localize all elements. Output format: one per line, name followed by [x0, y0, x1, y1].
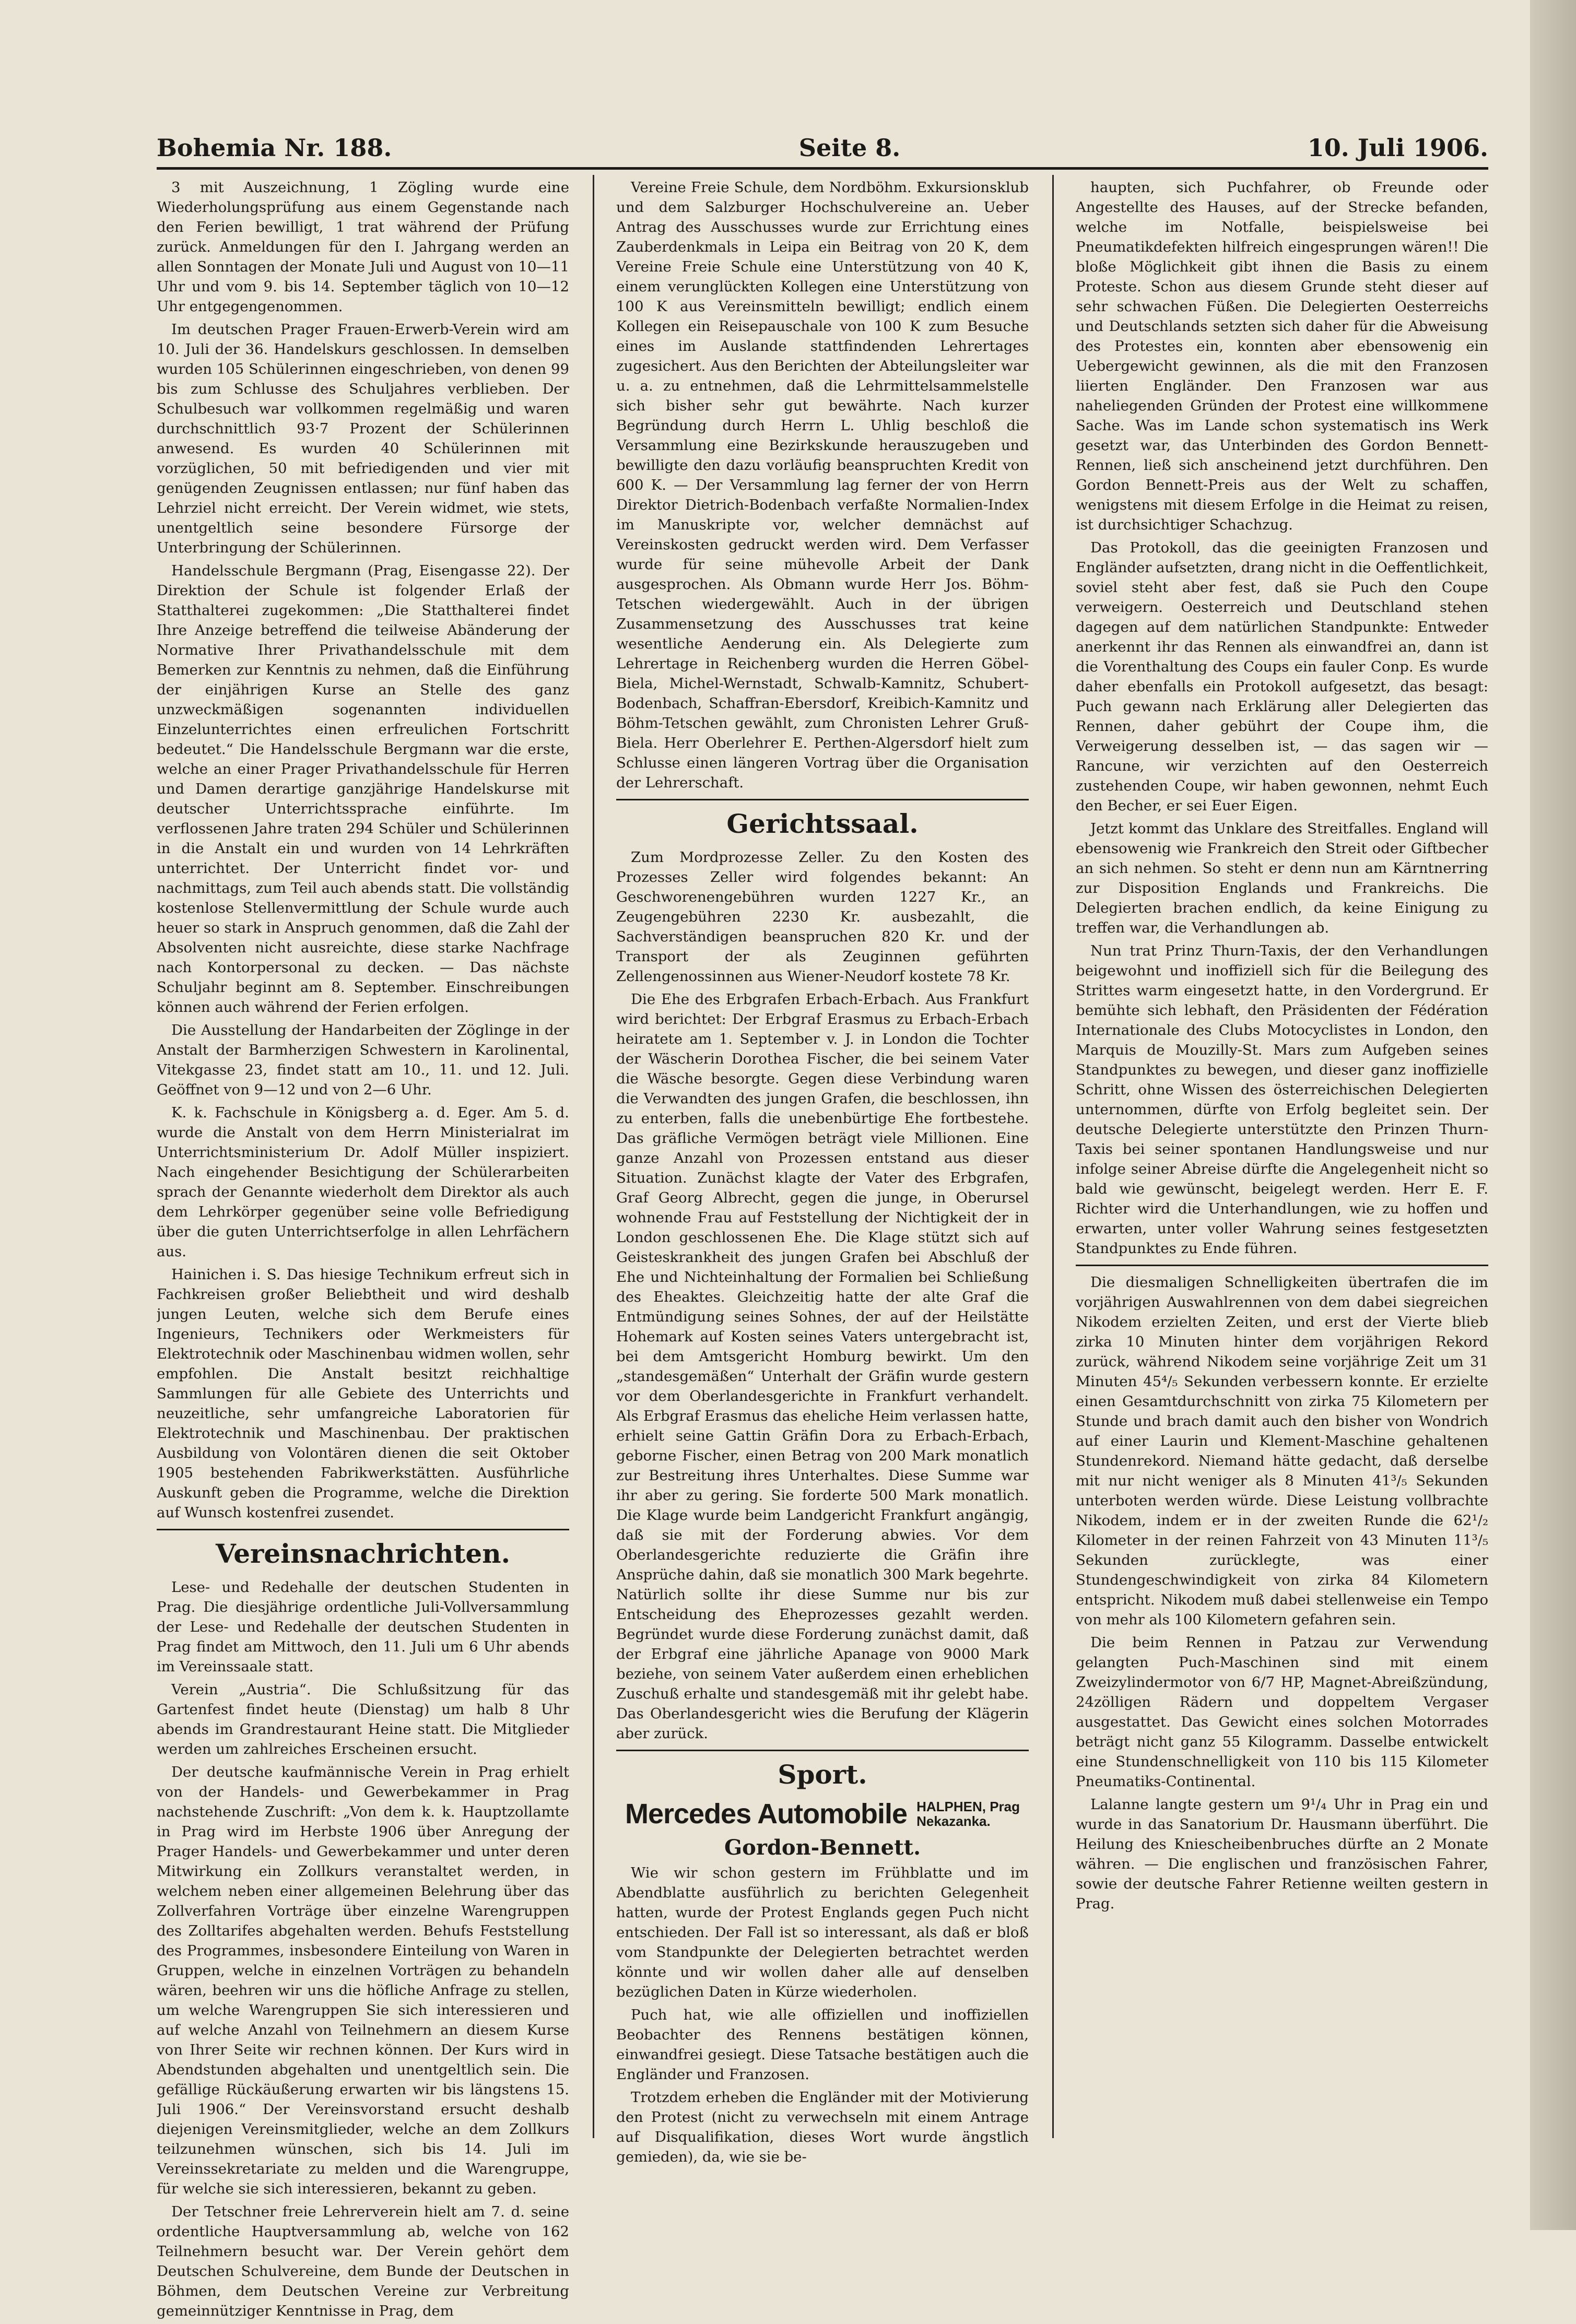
article-paragraph: Lese- und Redehalle der deutschen Studenten in Prag. Die diesjährige ordentliche Juli-Vollversammlung der Lese- und Redehalle der deutschen Studenten in Prag findet am Mittwoch, den 11. Juli um 6 Uhr abends im Vereinssaale statt.	[157, 1579, 569, 1675]
article-paragraph: Trotzdem erheben die Engländer mit der Motivierung den Protest (nicht zu verwechseln mit einem Antrage auf Disqualifikation, dieses Wort wurde ängstlich gemieden), da, wie sie be-	[616, 2089, 1029, 2165]
article-paragraph: Puch hat, wie alle offiziellen und inoffiziellen Beobachter des Rennens bestätigen können, einwandfrei gesiegt. Diese Tatsache bestätigen auch die Engländer und Franzosen.	[616, 2007, 1029, 2083]
section-title-sport: Sport.	[778, 1759, 867, 1790]
column-divider	[1052, 175, 1054, 2138]
article-paragraph: Das Protokoll, das die geeinigten Franzosen und Engländer aufsetzten, drang nicht in die Oeffentlichkeit, soviel steht aber fest, daß sie Puch den Coupe verweigern. Oesterreich und Deutschland stehen dagegen auf dem natürlichen Standpunkte: Entweder anerkennt ihr das Rennen als einwandfrei an, dann ist die Vorenthaltung des Coups ein fauler Conp. Es wurde daher ebenfalls ein Protokoll aufgesetzt, das besagt: Puch gewann nach Erklärung aller Delegierten das Rennen, daher gebührt der Coupe ihm, die Verweigerung desselben ist, — das sagen wir — Rancune, wir verzichten auf den Oesterreich zustehenden Coupe, wir haben gewonnen, nehmt Euch den Becher, er sei Euer Eigen.	[1076, 539, 1488, 814]
article-paragraph: Nun trat Prinz Thurn-Taxis, der den Verhandlungen beigewohnt und inoffiziell sich für die Beilegung des Strittes warm eingesetzt hatte, in den Vordergrund. Er bemühte sich lebhaft, den Präsidenten der Fédération Internationale des Clubs Motocyclistes in London, den Marquis de Mouzilly-St. Mars zum Aufgeben seines Standpunktes zu bewegen, und dieser ganz inoffizielle Schritt, ohne Wissen des österreichischen Delegierten unternommen, dürfte von Erfolg begleitet sein. Der deutsche Delegierte unterstützte den Prinzen Thurn-Taxis bei seiner spontanen Handlungsweise und nur infolge seiner Abreise dürfte die Angelegenheit nicht so bald wie gewünscht, beigelegt werden. Herr E. F. Richter wird die Unterhandlungen, wie zu hoffen und erwarten, unter voller Wahrung seines festgesetzten Standpunktes zu Ende führen.	[1076, 942, 1488, 1257]
article-paragraph: Zum Mordprozesse Zeller. Zu den Kosten des Prozesses Zeller wird folgendes bekannt: An Geschworenengebühren wurden 1227 Kr., an Zeugengebühren 2230 Kr. ausbezahlt, die Sachverständigen beanspruchen 820 Kr. und der Transport der als Zeuginnen geführten Zellengenossinnen aus Wiener-Neudorf kostete 78 Kr.	[616, 849, 1029, 985]
header-page-number: Seite 8.	[798, 134, 901, 162]
article-paragraph: Die Ausstellung der Handarbeiten der Zöglinge in der Anstalt der Barmherzigen Schwestern in Karolinental, Vitekgasse 23, findet statt am 10., 11. und 12. Juli. Geöffnet von 9—12 und von 2—6 Uhr.	[157, 1022, 569, 1098]
column-1	[157, 178, 569, 2324]
section-rule	[1076, 1265, 1488, 1266]
article-paragraph: Die Ehe des Erbgrafen Erbach-Erbach. Aus Frankfurt wird berichtet: Der Erbgraf Erasmus zu Erbach-Erbach heiratete am 1. September v. J. in London die Tochter der Wäscherin Dorothea Fischer, die bei seinem Vater die Wäsche besorgte. Gegen diese Verbindung waren die Verwandten des jungen Grafen, die beschlossen, ihn zu enterben, falls die unebenbürtige Ehe fortbestehe. Das gräfliche Vermögen beträgt viele Millionen. Eine ganze Anzahl von Prozessen entstand aus dieser Situation. Zunächst klagte der Vater des Erbgrafen, Graf Georg Albrecht, gegen die junge, in Oberursel wohnende Frau auf Feststellung der Nichtigkeit der in London geschlossenen Ehe. Die Klage stützt sich auf Geisteskrankheit des jungen Grafen bei Abschluß der Ehe und Nichteinhaltung der Formalien bei Schließung des Eheaktes. Gleichzeitig hatte der alte Graf die Entmündigung seines Sohnes, der auf der Heilstätte Hohemark auf Kosten seines Vaters untergebracht ist, bei dem Amtsgericht Homburg bewirkt. Um den „standesgemäßen“ Unterhalt der Gräfin wurde gestern vor dem Oberlandesgerichte in Frankfurt verhandelt. Als Erbgraf Erasmus das eheliche Heim verlassen hatte, erhielt seine Gattin Gräfin Dora zu Erbach-Erbach, geborne Fischer, einen Betrag von 200 Mark monatlich zur Bestreitung ihres Unterhaltes. Diese Summe war ihr aber zu gering. Sie forderte 500 Mark monatlich. Die Klage wurde beim Landgericht Frankfurt angängig, daß sie mit der Forderung abwies. Vor dem Oberlandesgerichte reduzierte die Gräfin ihre Ansprüche dahin, daß sie monatlich 300 Mark begehrte. Natürlich sollte ihr diese Summe nur bis zur Entscheidung des Eheprozesses gezahlt werden. Begründet wurde diese Forderung zunächst damit, daß der Erbgraf eine jährliche Apanage von 9000 Mark beziehe, von seinem Vater außerdem einen erheblichen Zuschuß erhalte und standesgemäß mit ihr gelebt habe. Das Oberlandesgericht wies die Berufung der Klägerin aber zurück.	[616, 991, 1029, 1742]
article-paragraph: Wie wir schon gestern im Frühblatte und im Abendblatte ausführlich zu berichten Gelegenheit hatten, wurde der Protest Englands gegen Puch nicht entschieden. Der Fall ist so interessant, als daß er bloß vom Standpunkte der Delegierten betrachtet werden könnte und wir wollen daher alle auf denselben bezüglichen Daten in Kürze wiederholen.	[616, 1865, 1029, 2000]
article-paragraph: Lalanne langte gestern um 9¹/₄ Uhr in Prag ein und wurde in das Sanatorium Dr. Hausmann überführt. Die Heilung des Kniescheibenbruches dürfte an 2 Monate währen. — Die englischen und französischen Fahrer, sowie der deutsche Fahrer Retienne weilten gestern in Prag.	[1076, 1796, 1488, 1912]
column-3	[1076, 178, 1488, 1917]
article-paragraph: Hainichen i. S. Das hiesige Technikum erfreut sich in Fachkreisen großer Beliebtheit und wird deshalb jungen Leuten, welche sich dem Berufe eines Ingenieurs, Technikers oder Werkmeisters für Elektrotechnik oder Maschinenbau widmen wollen, sehr empfohlen. Die Anstalt besitzt reichhaltige Sammlungen für alle Gebiete des Unterrichts und neuzeitliche, sehr umfangreiche Laboratorien für Elektrotechnik und Maschinenbau. Der praktischen Ausbildung von Volontären dienen die seit Oktober 1905 bestehenden Fabrikwerkstätten. Ausführliche Auskunft geben die Programme, welche die Direktion auf Wunsch kostenfrei zusendet.	[157, 1266, 569, 1521]
article-paragraph: Handelsschule Bergmann (Prag, Eisengasse 22). Der Direktion der Schule ist folgender Erlaß der Statthalterei zugekommen: „Die Statthalterei findet Ihre Anzeige betreffend die teilweise Abänderung der Normative Ihrer Privathandelsschule mit dem Bemerken zur Kenntnis zu nehmen, daß die Einführung der einjährigen Kurse an Stelle des ganz unzweckmäßigen sogenannten individuellen Einzelunterrichtes einen erfreulichen Fortschritt bedeutet.“ Die Handelsschule Bergmann war die erste, welche an einer Prager Privathandelsschule für Herren und Damen derartige ganzjährige Handelskurse mit deutscher Unterrichtssprache einführte. Im verflossenen Jahre traten 294 Schüler und Schülerinnen in die Anstalt ein und wurden von 14 Lehrkräften unterrichtet. Der Unterricht findet vor- und nachmittags, zum Teil auch abends statt. Die vollständig kostenlose Stellenvermittlung der Schule wurde auch heuer so stark in Anspruch genommen, daß die Zahl der Absolventen nicht ausreichte, diese starke Nachfrage nach Kontorpersonal zu decken. — Das nächste Schuljahr beginnt am 8. September. Einschreibungen können auch während der Ferien erfolgen.	[157, 562, 569, 1016]
section-rule	[157, 1529, 569, 1530]
article-paragraph: Im deutschen Prager Frauen-Erwerb-Verein wird am 10. Juli der 36. Handelskurs geschlossen. In demselben wurden 105 Schülerinnen eingeschrieben, von denen 99 bis zum Schlusse des Schuljahres verblieben. Der Schulbesuch war vollkommen regelmäßig und waren durchschnittlich 93·7 Prozent der Schülerinnen anwesend. Es wurden 40 Schülerinnen mit vorzüglichen, 50 mit befriedigenden und vier mit genügenden Zeugnissen entlassen; nur fünf haben das Lehrziel nicht erreicht. Der Verein widmet, wie stets, unentgeltlich seine besondere Fürsorge der Unterbringung der Schülerinnen.	[157, 321, 569, 556]
article-paragraph: Der Tetschner freie Lehrerverein hielt am 7. d. seine ordentliche Hauptversammlung ab, welche von 162 Teilnehmern besucht war. Der Verein gehört dem Deutschen Schulvereine, dem Bunde der Deutschen in Böhmen, dem Deutschen Vereine zur Verbreitung gemeinnütziger Kenntnisse in Prag, dem	[157, 2203, 569, 2319]
section-title-gerichtssaal: Gerichtssaal.	[726, 808, 919, 839]
article-paragraph: Jetzt kommt das Unklare des Streitfalles. England will ebensowenig wie Frankreich den Streit oder Giftbecher an sich nehmen. So steht er denn nun am Kärntnerring zur Disposition Englands und Frankreichs. Die Delegierten brachen endlich, da keine Einigung zu treffen war, die Verhandlungen ab.	[1076, 820, 1488, 936]
ad-address	[916, 1799, 1020, 1828]
ad-title: Mercedes Automobile	[625, 1798, 908, 1830]
column-2	[616, 178, 1029, 2170]
header-rule	[157, 167, 1488, 170]
column-divider	[593, 175, 594, 2138]
article-paragraph: 3 mit Auszeichnung, 1 Zögling wurde eine Wiederholungsprüfung aus einem Gegenstande nach den Ferien bewilligt, 1 trat während der Prüfung zurück. Anmeldungen für den I. Jahrgang werden an allen Sonntagen der Monate Juli und August von 10—11 Uhr und vom 9. bis 14. September täglich von 10—12 Uhr entgegengenommen.	[157, 179, 569, 315]
article-title-gordon-bennett: Gordon-Bennett.	[724, 1835, 921, 1860]
advertisement-mercedes	[616, 1798, 1029, 1830]
section-rule	[616, 1750, 1029, 1751]
ad-address-line: Nekazanka.	[916, 1813, 991, 1829]
article-paragraph: haupten, sich Puchfahrer, ob Freunde oder Angestellte des Hauses, auf der Strecke befanden, welche im Notfalle, beispielsweise bei Pneumatikdefekten hilfreich eingesprungen wären!! Die bloße Möglichkeit gibt ihnen die Basis zu einem Proteste. Schon aus diesem Grunde steht dieser auf sehr schwachen Füßen. Die Delegierten Oesterreichs und Deutschlands setzten sich daher für die Abweisung des Protestes ein, konnten aber ebensowenig ein Uebergewicht gewinnen, als die mit den Franzosen liierten Engländer. Den Franzosen war aus naheliegenden Gründen der Protest eine willkommene Sache. Was im Lande schon systematisch ins Werk gesetzt war, das Unterbinden des Gordon Bennett-Rennen, ließ sich anscheinend jetzt durchführen. Den Gordon Bennett-Preis aus der Welt zu schaffen, wenigstens mit diesem Erfolge in die Heimat zu reisen, ist durchsichtiger Schachzug.	[1076, 179, 1488, 533]
page-fold-shadow	[1530, 0, 1576, 2230]
page-header	[157, 125, 1488, 162]
article-paragraph: K. k. Fachschule in Königsberg a. d. Eger. Am 5. d. wurde die Anstalt von dem Herrn Ministerialrat im Unterrichtsministerium Dr. Adolf Müller inspiziert. Nach eingehender Besichtigung der Schülerarbeiten sprach der Genannte wiederholt dem Direktor als auch dem Lehrkörper gegenüber seine volle Befriedigung über die guten Unterrichtserfolge in allen Lehrfächern aus.	[157, 1104, 569, 1260]
section-rule	[616, 799, 1029, 800]
article-paragraph: Vereine Freie Schule, dem Nordböhm. Exkursionsklub und dem Salzburger Hochschulvereine an. Ueber Antrag des Ausschusses wurde zur Errichtung eines Zauberdenkmals in Leipa ein Beitrag von 20 K, dem Vereine Freie Schule eine Unterstützung von 40 K, einem verunglückten Kollegen eine Unterstützung von 100 K aus Vereinsmitteln bewilligt; endlich einem Kollegen ein Reisepauschale von 100 K zum Besuche eines im Auslande stattfindenden Lehrertages zugesichert. Aus den Berichten der Abteilungsleiter war u. a. zu entnehmen, daß die Lehrmittelsammelstelle sich bisher sehr gut bewährte. Nach kurzer Begründung durch Herrn L. Uhlig beschloß die Versammlung eine Bezirkskunde herauszugeben und bewilligte den dazu vorläufig beanspruchten Kredit von 600 K. — Der Versammlung lag ferner der von Herrn Direktor Dietrich-Bodenbach verfaßte Normalien-Index im Manuskripte vor, welcher demnächst auf Vereinskosten gedruckt werden wird. Dem Verfasser wurde für seine mühevolle Arbeit der Dank ausgesprochen. Als Obmann wurde Herr Jos. Böhm-Tetschen wiedergewählt. Auch in der übrigen Zusammensetzung des Ausschusses trat keine wesentliche Aenderung ein. Als Delegierte zum Lehrertage in Reichenberg wurden die Herren Göbel-Biela, Michel-Wernstadt, Schwalb-Kamnitz, Schubert-Bodenbach, Schaffran-Ebersdorf, Kreibich-Kamnitz und Böhm-Tetschen gewählt, zum Chronisten Lehrer Gruß-Biela. Herr Oberlehrer E. Perthen-Algersdorf hielt zum Schlusse einen längeren Vortrag über die Organisation der Lehrerschaft.	[616, 179, 1029, 791]
article-paragraph: Der deutsche kaufmännische Verein in Prag erhielt von der Handels- und Gewerbekammer in Prag nachstehende Zuschrift: „Von dem k. k. Hauptzollamte in Prag wird im Herbste 1906 über Anregung der Prager Handels- und Gewerbekammer und unter deren Mitwirkung ein Zollkurs veranstaltet werden, in welchem neben einer allgemeinen Belehrung über das Zollverfahren Vorträge über einzelne Warengruppen des Zolltarifes abgehalten werden. Behufs Feststellung des Programmes, insbesondere Einteilung von Waren in Gruppen, welche in einzelnen Vorträgen zu behandeln wären, beehren wir uns die höfliche Anfrage zu stellen, um welche Warengruppen Sie sich interessieren und auf welche Anzahl von Teilnehmern an diesem Kurse von Ihrer Seite wir rechnen können. Der Kurs wird in Abendstunden abgehalten und unentgeltlich sein. Die gefällige Rückäußerung erwarten wir bis längstens 15. Juli 1906.“ Der Vereinsvorstand ersucht deshalb diejenigen Vereinsmitglieder, welche an dem Zollkurs teilzunehmen wünschen, sich bis 14. Juli im Vereinssekretariate zu melden und die Warengruppe, für welche sie sich interessieren, bekannt zu geben.	[157, 1764, 569, 2197]
ad-address-line: HALPHEN, Prag	[916, 1799, 1020, 1814]
article-paragraph: Verein „Austria“. Die Schlußsitzung für das Gartenfest findet heute (Dienstag) um halb 8 Uhr abends im Grandrestaurant Heine statt. Die Mitglieder werden um zahlreiches Erscheinen ersucht.	[157, 1681, 569, 1757]
header-date: 10. Juli 1906.	[1307, 134, 1488, 162]
article-paragraph: Die diesmaligen Schnelligkeiten übertrafen die im vorjährigen Auswahlrennen von dem dabei siegreichen Nikodem erzielten Zeiten, und erst der Vierte blieb zirka 10 Minuten hinter dem vorjährigen Rekord zurück, während Nikodem seine vorjährige Zeit um 31 Minuten 45⁴/₅ Sekunden verbessern konnte. Er erzielte einen Gesamtdurchschnitt von zirka 75 Kilometern per Stunde und brach damit auch den bisher von Wondrich auf einer Laurin und Klement-Maschine gehaltenen Stundenrekord. Niemand hätte gedacht, daß derselbe mit nur nicht weniger als 8 Minuten 41³/₅ Sekunden unterboten werden würde. Diese Leistung vollbrachte Nikodem, indem er in der zweiten Runde die 62¹/₂ Kilometer in der reinen Fahrzeit von 43 Minuten 11³/₅ Sekunden zurücklegte, was einer Stundengeschwindigkeit von zirka 84 Kilometern entspricht. Nikodem muß dabei stellenweise ein Tempo von mehr als 100 Kilometern gefahren sein.	[1076, 1274, 1488, 1628]
article-paragraph: Die beim Rennen in Patzau zur Verwendung gelangten Puch-Maschinen sind mit einem Zweizylindermotor von 6/7 HP, Magnet-Abreißzündung, 24zölligen Rädern und doppeltem Vergaser ausgestattet. Das Gewicht eines solchen Motorrades beträgt nicht ganz 55 Kilogramm. Dasselbe entwickelt eine Stundenschnelligkeit von 110 bis 115 Kilometer Pneumatiks-Continental.	[1076, 1634, 1488, 1790]
section-title-vereinsnachrichten: Vereinsnachrichten.	[215, 1538, 510, 1569]
newspaper-page	[157, 125, 1488, 2319]
header-publication: Bohemia Nr. 188.	[157, 134, 392, 162]
